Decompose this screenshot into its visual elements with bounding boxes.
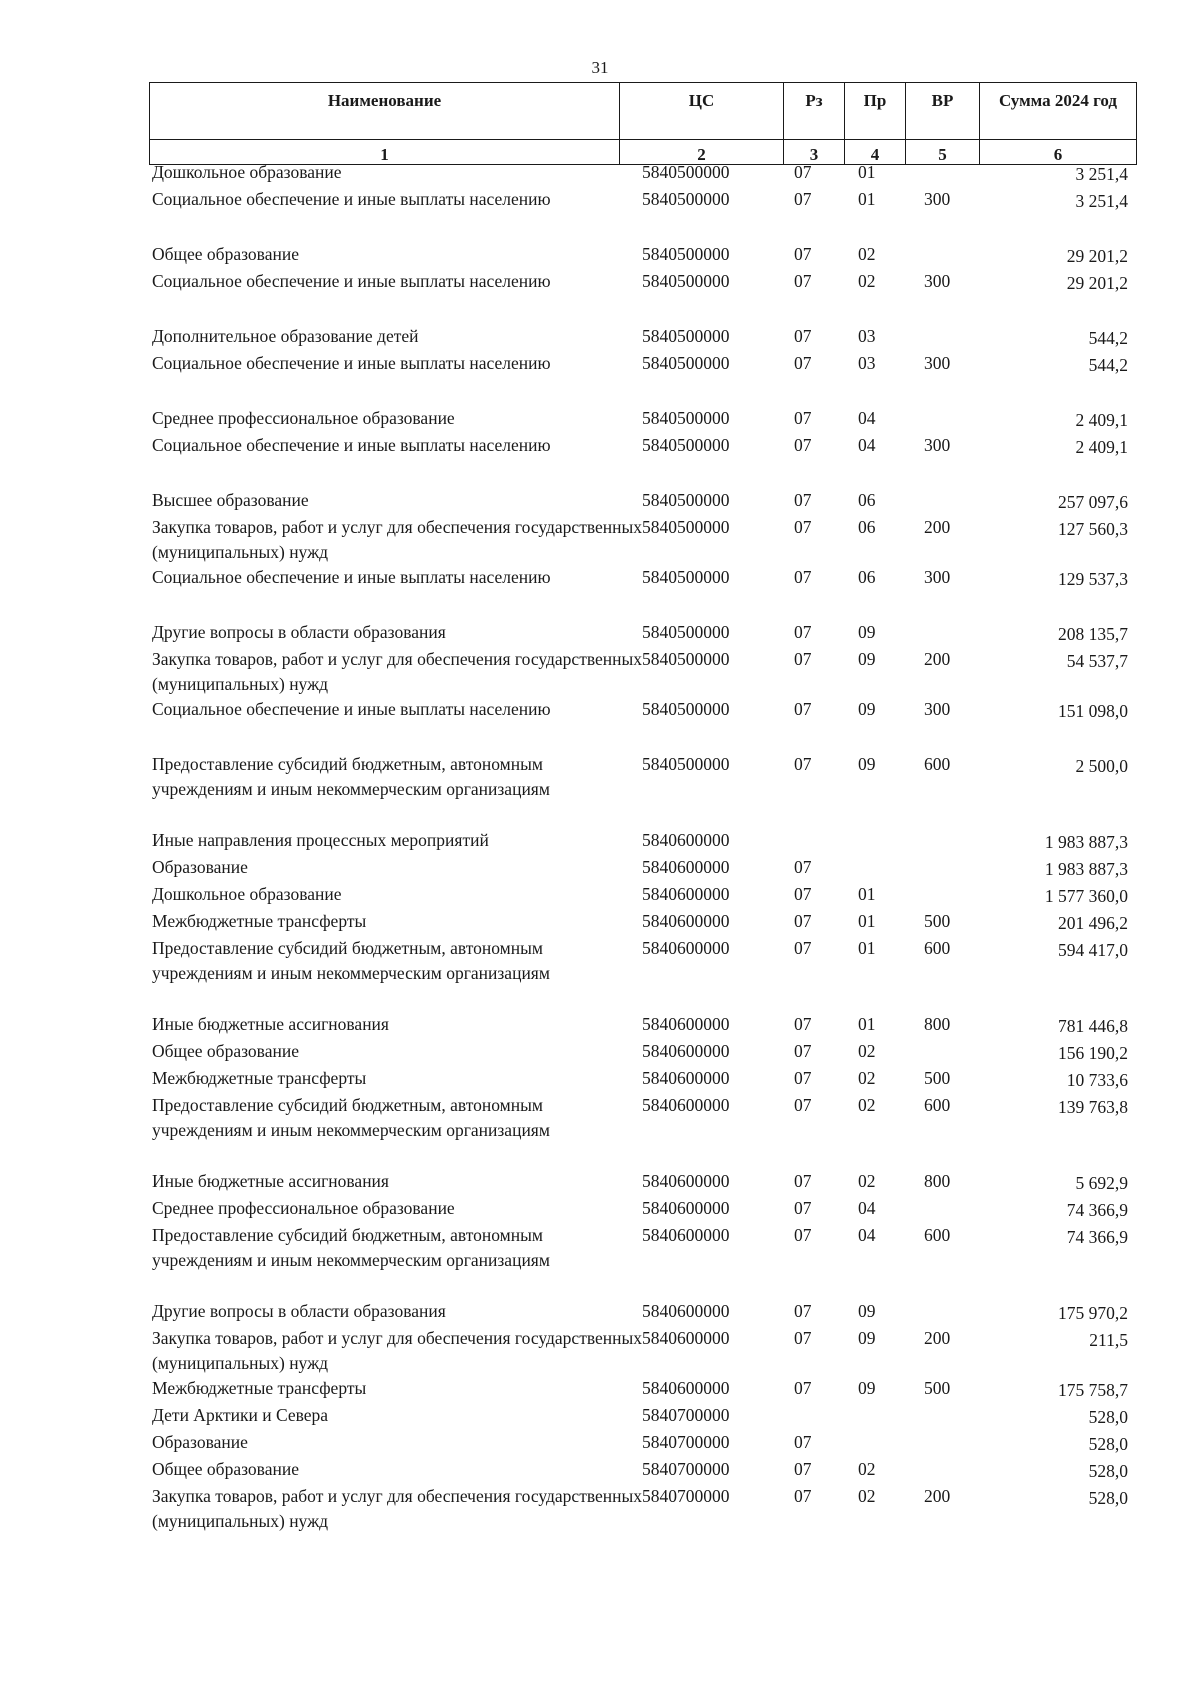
row-cs: 5840700000: [642, 1405, 730, 1425]
row-pr: 04: [858, 1225, 876, 1245]
table-row: [152, 515, 1128, 565]
row-sum: 257 097,6: [1058, 492, 1128, 512]
row-name: Общее образование: [152, 1459, 299, 1479]
row-cs: 5840600000: [642, 1014, 730, 1034]
row-cs: 5840600000: [642, 1301, 730, 1321]
row-rz: 07: [794, 699, 812, 719]
table-row: [152, 1299, 1128, 1326]
row-pr: 09: [858, 1328, 876, 1348]
row-cs: 5840600000: [642, 884, 730, 904]
table-row: [152, 1012, 1128, 1039]
row-pr: 09: [858, 1378, 876, 1398]
row-vr: 200: [924, 649, 951, 669]
row-sum: 211,5: [1089, 1330, 1128, 1350]
row-sum: 528,0: [1088, 1434, 1128, 1454]
row-sum: 528,0: [1088, 1461, 1128, 1481]
row-name: Иные направления процессных мероприятий: [152, 830, 489, 850]
row-name: Межбюджетные трансферты: [152, 1068, 367, 1088]
row-pr: 09: [858, 1301, 876, 1321]
row-cs: 5840600000: [642, 1095, 730, 1115]
header-name: Наименование: [150, 83, 620, 140]
row-sum: 201 496,2: [1058, 913, 1128, 933]
row-cs: 5840500000: [642, 271, 730, 291]
row-sum: 29 201,2: [1066, 246, 1128, 266]
table-row: [152, 1376, 1128, 1403]
table-row: [152, 1326, 1128, 1376]
row-pr: 04: [858, 408, 876, 428]
table-row: [152, 406, 1128, 433]
row-rz: 07: [794, 490, 812, 510]
row-vr: 800: [924, 1014, 951, 1034]
table-row: [152, 882, 1128, 909]
row-rz: 07: [794, 649, 812, 669]
row-cs: 5840500000: [642, 699, 730, 719]
table-row: [152, 488, 1128, 515]
row-cs: 5840500000: [642, 754, 730, 774]
table-row: [152, 160, 1128, 187]
row-sum: 544,2: [1088, 328, 1128, 348]
row-cs: 5840700000: [642, 1486, 730, 1506]
row-sum: 127 560,3: [1058, 519, 1128, 539]
row-sum: 175 758,7: [1058, 1380, 1128, 1400]
row-rz: 07: [794, 189, 812, 209]
row-name: Закупка товаров, работ и услуг для обеспечения государственных (муниципальных) нужд: [152, 1328, 643, 1373]
row-sum: 2 409,1: [1075, 410, 1128, 430]
row-name: Общее образование: [152, 244, 299, 264]
row-rz: 07: [794, 1171, 812, 1191]
table-row: [152, 1403, 1128, 1430]
table-body: [152, 160, 1128, 1534]
row-pr: 01: [858, 162, 876, 182]
row-vr: 500: [924, 1068, 951, 1088]
table-row: [152, 565, 1128, 592]
row-pr: 01: [858, 1014, 876, 1034]
table-row: [152, 187, 1128, 214]
row-pr: 01: [858, 189, 876, 209]
row-cs: 5840600000: [642, 1328, 730, 1348]
row-pr: 06: [858, 517, 876, 537]
row-rz: 07: [794, 1225, 812, 1245]
table-row: [152, 1169, 1128, 1196]
row-cs: 5840600000: [642, 1198, 730, 1218]
header-pr: Пр: [845, 83, 906, 140]
row-sum: 594 417,0: [1058, 940, 1128, 960]
row-name: Межбюджетные трансферты: [152, 1378, 367, 1398]
row-pr: 01: [858, 938, 876, 958]
row-name: Дошкольное образование: [152, 162, 342, 182]
row-pr: 04: [858, 435, 876, 455]
row-sum: 2 500,0: [1075, 756, 1128, 776]
row-rz: 07: [794, 435, 812, 455]
row-name: Социальное обеспечение и иные выплаты населению: [152, 189, 551, 209]
table-row: [152, 828, 1128, 855]
row-pr: 03: [858, 353, 876, 373]
row-vr: 600: [924, 938, 951, 958]
row-cs: 5840500000: [642, 435, 730, 455]
row-name: Дополнительное образование детей: [152, 326, 419, 346]
row-pr: 04: [858, 1198, 876, 1218]
page-number: 31: [591, 58, 609, 77]
header-vr: ВР: [906, 83, 980, 140]
row-cs: 5840600000: [642, 1041, 730, 1061]
row-rz: 07: [794, 938, 812, 958]
row-name: Высшее образование: [152, 490, 309, 510]
row-pr: 06: [858, 567, 876, 587]
row-sum: 528,0: [1088, 1407, 1128, 1427]
table-header: [149, 82, 1137, 165]
table-row: [152, 855, 1128, 882]
row-vr: 200: [924, 517, 951, 537]
row-sum: 54 537,7: [1066, 651, 1128, 671]
row-cs: 5840500000: [642, 649, 730, 669]
row-vr: 200: [924, 1486, 951, 1506]
row-name: Предоставление субсидий бюджетным, автономным учреждениям и иным некоммерческим организациям: [152, 1225, 550, 1270]
row-name: Межбюджетные трансферты: [152, 911, 367, 931]
table-row: [152, 433, 1128, 460]
row-sum: 10 733,6: [1066, 1070, 1128, 1090]
row-vr: 200: [924, 1328, 951, 1348]
row-rz: 07: [794, 1432, 812, 1452]
row-cs: 5840700000: [642, 1432, 730, 1452]
header-sum: Сумма 2024 год: [980, 83, 1137, 140]
row-rz: 07: [794, 1459, 812, 1479]
row-vr: 300: [924, 435, 951, 455]
row-name: Образование: [152, 1432, 248, 1452]
header-num-5: 5: [906, 140, 980, 165]
row-name: Социальное обеспечение и иные выплаты населению: [152, 699, 551, 719]
row-name: Закупка товаров, работ и услуг для обеспечения государственных (муниципальных) нужд: [152, 649, 643, 694]
row-vr: 600: [924, 754, 951, 774]
row-cs: 5840500000: [642, 326, 730, 346]
row-rz: 07: [794, 1041, 812, 1061]
row-cs: 5840500000: [642, 622, 730, 642]
row-pr: 02: [858, 1486, 876, 1506]
row-sum: 3 251,4: [1075, 191, 1128, 211]
row-name: Иные бюджетные ассигнования: [152, 1171, 389, 1191]
row-sum: 544,2: [1088, 355, 1128, 375]
row-name: Образование: [152, 857, 248, 877]
row-pr: 09: [858, 649, 876, 669]
row-cs: 5840600000: [642, 1225, 730, 1245]
table-row: [152, 697, 1128, 724]
row-sum: 208 135,7: [1058, 624, 1128, 644]
row-name: Предоставление субсидий бюджетным, автономным учреждениям и иным некоммерческим организациям: [152, 1095, 550, 1140]
row-name: Предоставление субсидий бюджетным, автономным учреждениям и иным некоммерческим организациям: [152, 754, 550, 799]
row-rz: 07: [794, 162, 812, 182]
row-sum: 139 763,8: [1058, 1097, 1128, 1117]
row-cs: 5840500000: [642, 353, 730, 373]
row-name: Закупка товаров, работ и услуг для обеспечения государственных (муниципальных) нужд: [152, 517, 643, 562]
row-rz: 07: [794, 244, 812, 264]
header-rz: Рз: [784, 83, 845, 140]
row-vr: 600: [924, 1225, 951, 1245]
row-rz: 07: [794, 567, 812, 587]
row-pr: 02: [858, 244, 876, 264]
row-name: Социальное обеспечение и иные выплаты населению: [152, 567, 551, 587]
row-rz: 07: [794, 326, 812, 346]
row-cs: 5840500000: [642, 567, 730, 587]
row-vr: 800: [924, 1171, 951, 1191]
row-name: Общее образование: [152, 1041, 299, 1061]
row-pr: 02: [858, 1095, 876, 1115]
table-row: [152, 1484, 1128, 1534]
row-pr: 09: [858, 622, 876, 642]
row-pr: 02: [858, 271, 876, 291]
row-sum: 1 577 360,0: [1044, 886, 1128, 906]
table-row: [152, 269, 1128, 296]
row-cs: 5840600000: [642, 938, 730, 958]
table-row: [152, 351, 1128, 378]
row-pr: 01: [858, 884, 876, 904]
row-name: Предоставление субсидий бюджетным, автономным учреждениям и иным некоммерческим организациям: [152, 938, 550, 983]
table-row: [152, 909, 1128, 936]
table-row: [152, 1196, 1128, 1223]
row-cs: 5840600000: [642, 1171, 730, 1191]
row-pr: 02: [858, 1459, 876, 1479]
row-rz: 07: [794, 884, 812, 904]
row-cs: 5840500000: [642, 490, 730, 510]
row-pr: 02: [858, 1068, 876, 1088]
table-row: [152, 324, 1128, 351]
row-pr: 09: [858, 699, 876, 719]
table-row: [152, 936, 1128, 986]
row-name: Социальное обеспечение и иные выплаты населению: [152, 271, 551, 291]
row-vr: 500: [924, 911, 951, 931]
row-vr: 500: [924, 1378, 951, 1398]
header-num-2: 2: [620, 140, 784, 165]
header-num-1: 1: [150, 140, 620, 165]
row-cs: 5840500000: [642, 408, 730, 428]
row-pr: 02: [858, 1171, 876, 1191]
row-vr: 300: [924, 189, 951, 209]
row-sum: 2 409,1: [1075, 437, 1128, 457]
row-rz: 07: [794, 754, 812, 774]
row-sum: 528,0: [1088, 1488, 1128, 1508]
table-row: [152, 1039, 1128, 1066]
row-cs: 5840600000: [642, 1378, 730, 1398]
row-rz: 07: [794, 1301, 812, 1321]
row-cs: 5840500000: [642, 517, 730, 537]
table-row: [152, 1223, 1128, 1273]
row-rz: 07: [794, 857, 812, 877]
table-row: [152, 752, 1128, 802]
row-name: Социальное обеспечение и иные выплаты населению: [152, 435, 551, 455]
row-cs: 5840600000: [642, 1068, 730, 1088]
table-row: [152, 620, 1128, 647]
row-rz: 07: [794, 408, 812, 428]
header-cs: ЦС: [620, 83, 784, 140]
row-pr: 06: [858, 490, 876, 510]
row-rz: 07: [794, 1328, 812, 1348]
row-cs: 5840600000: [642, 911, 730, 931]
header-num-4: 4: [845, 140, 906, 165]
row-name: Дошкольное образование: [152, 884, 342, 904]
row-cs: 5840600000: [642, 857, 730, 877]
row-vr: 600: [924, 1095, 951, 1115]
row-name: Среднее профессиональное образование: [152, 1198, 455, 1218]
row-name: Иные бюджетные ассигнования: [152, 1014, 389, 1034]
row-name: Среднее профессиональное образование: [152, 408, 455, 428]
row-sum: 1 983 887,3: [1044, 832, 1128, 852]
row-sum: 151 098,0: [1058, 701, 1128, 721]
table-row: [152, 1066, 1128, 1093]
table-row: [152, 242, 1128, 269]
row-name: Другие вопросы в области образования: [152, 1301, 446, 1321]
row-name: Закупка товаров, работ и услуг для обеспечения государственных (муниципальных) нужд: [152, 1486, 643, 1531]
table-row: [152, 1093, 1128, 1143]
row-pr: 01: [858, 911, 876, 931]
row-sum: 781 446,8: [1058, 1016, 1128, 1036]
row-name: Другие вопросы в области образования: [152, 622, 446, 642]
row-rz: 07: [794, 271, 812, 291]
row-sum: 29 201,2: [1066, 273, 1128, 293]
row-sum: 74 366,9: [1066, 1227, 1128, 1247]
row-sum: 156 190,2: [1058, 1043, 1128, 1063]
row-name: Социальное обеспечение и иные выплаты населению: [152, 353, 551, 373]
row-cs: 5840600000: [642, 830, 730, 850]
row-sum: 5 692,9: [1075, 1173, 1128, 1193]
header-num-6: 6: [980, 140, 1137, 165]
row-rz: 07: [794, 911, 812, 931]
row-rz: 07: [794, 1095, 812, 1115]
row-rz: 07: [794, 1014, 812, 1034]
header-num-3: 3: [784, 140, 845, 165]
row-sum: 3 251,4: [1075, 164, 1128, 184]
row-pr: 02: [858, 1041, 876, 1061]
row-rz: 07: [794, 1198, 812, 1218]
row-vr: 300: [924, 567, 951, 587]
row-name: Дети Арктики и Севера: [152, 1405, 329, 1425]
row-rz: 07: [794, 1068, 812, 1088]
table-row: [152, 1457, 1128, 1484]
row-rz: 07: [794, 1486, 812, 1506]
row-cs: 5840500000: [642, 162, 730, 182]
row-pr: 09: [858, 754, 876, 774]
table-row: [152, 647, 1128, 697]
row-rz: 07: [794, 353, 812, 373]
row-rz: 07: [794, 517, 812, 537]
row-vr: 300: [924, 699, 951, 719]
row-sum: 1 983 887,3: [1044, 859, 1128, 879]
row-vr: 300: [924, 353, 951, 373]
row-cs: 5840500000: [642, 189, 730, 209]
table-row: [152, 1430, 1128, 1457]
row-rz: 07: [794, 622, 812, 642]
row-sum: 175 970,2: [1058, 1303, 1128, 1323]
row-rz: 07: [794, 1378, 812, 1398]
row-cs: 5840700000: [642, 1459, 730, 1479]
row-pr: 03: [858, 326, 876, 346]
row-vr: 300: [924, 271, 951, 291]
row-sum: 74 366,9: [1066, 1200, 1128, 1220]
row-cs: 5840500000: [642, 244, 730, 264]
row-sum: 129 537,3: [1058, 569, 1128, 589]
